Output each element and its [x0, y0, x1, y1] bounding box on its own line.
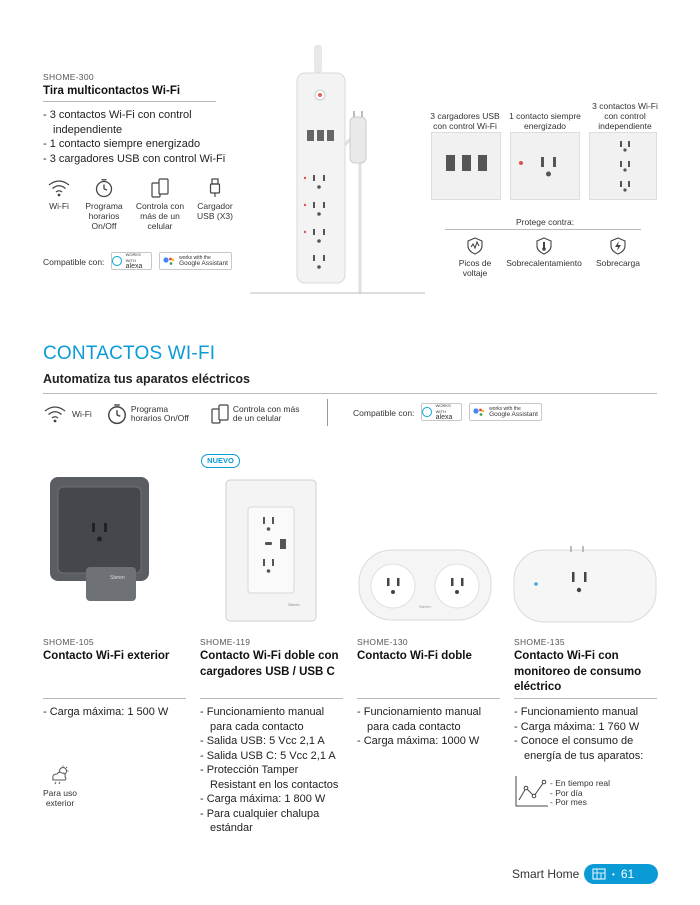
smart-home-icon — [592, 868, 606, 880]
list-item: - Carga máxima: 1 800 W — [200, 793, 326, 805]
protection-overload — [590, 237, 646, 268]
protection-label: Picos de voltaje — [458, 258, 492, 278]
outlet-closeup-image — [510, 132, 580, 200]
badge-text: Google Assistant — [489, 411, 538, 418]
divider — [514, 698, 657, 699]
product-title: Contacto Wi-Fi doble — [357, 650, 472, 662]
google-assistant-icon — [163, 256, 175, 266]
google-assistant-badge — [469, 403, 542, 421]
feature-list — [357, 705, 502, 749]
protection-voltage — [448, 237, 502, 278]
list-item: - Carga máxima: 1 760 W — [514, 720, 640, 733]
usb-closeup-image — [431, 132, 501, 200]
divider — [43, 698, 186, 699]
feature-list — [43, 108, 243, 166]
protection-heat — [502, 237, 586, 268]
protect-title: Protege contra: — [515, 217, 575, 227]
monitor-options — [550, 779, 610, 808]
list-item: - Para cualquier chalupa estándar — [200, 807, 320, 834]
outdoor-use — [36, 765, 84, 808]
feature-label: Programa horarios On/Off — [85, 201, 123, 231]
svg-text:Steren: Steren — [110, 575, 125, 581]
callout-always-on: 1 contacto siempre energizado — [509, 111, 581, 131]
list-item: - Conoce el consumo de energía de tus aparatos: — [514, 735, 644, 762]
product-title: Tira multicontactos Wi-Fi — [43, 85, 181, 97]
feature-label: Wi-Fi — [49, 201, 69, 211]
protection-label: Sobrecalentamiento — [506, 258, 582, 268]
thermometer-icon — [535, 237, 553, 255]
overload-icon — [609, 237, 627, 255]
product-code: SHOME-105 — [43, 637, 94, 647]
svg-text:Steren: Steren — [288, 602, 300, 607]
section-title: CONTACTOS WI-FI — [43, 343, 216, 364]
feature-label: Controla con más de un celular — [232, 403, 300, 423]
timer-icon — [106, 403, 128, 425]
monitor-option: - Por día — [550, 787, 583, 798]
usb-icon — [208, 178, 222, 198]
energy-monitor-plug-image — [512, 544, 658, 624]
divider — [445, 229, 641, 230]
page-number-badge — [584, 864, 658, 884]
product-title: Contacto Wi-Fi doble con cargadores USB / USB C — [200, 650, 339, 678]
wifi-icon — [43, 404, 67, 424]
outdoor-label: Para uso exterior — [42, 788, 78, 808]
list-item: - Funcionamiento manual — [514, 706, 639, 718]
page-number: 61 — [620, 867, 635, 881]
list-item: - 3 cargadores USB con control Wi-Fi — [43, 152, 226, 165]
feature-label: Programa horarios On/Off — [130, 403, 189, 423]
feature-usb — [194, 178, 236, 221]
list-item: - 3 contactos Wi-Fi con control independiente — [43, 109, 192, 136]
list-item: - Funcionamiento manual para cada contacto — [200, 706, 325, 733]
timer-icon — [94, 178, 114, 198]
product-title: Contacto Wi-Fi con monitoreo de consumo eléctrico — [514, 650, 642, 693]
list-item: - Salida USB C: 5 Vcc 2,1 A — [200, 749, 336, 762]
feature-list — [514, 705, 654, 763]
section-subtitle: Automatiza tus aparatos eléctricos — [43, 372, 251, 386]
badge-small-text: works with the — [179, 254, 211, 261]
compatible-label: Compatible con: — [353, 408, 415, 418]
footer-label: Smart Home — [512, 867, 580, 881]
feature-timer — [83, 178, 125, 231]
feature-label: Cargador USB (X3) — [197, 201, 233, 221]
badge-text: Google Assistant — [179, 260, 228, 267]
product-code: SHOME-130 — [357, 637, 408, 647]
feature-label: Wi-Fi — [72, 409, 92, 419]
wall-outlet-usb-image — [225, 479, 317, 622]
divider — [43, 393, 657, 394]
compatible-label: Compatible con: — [43, 257, 105, 267]
feature-phones — [134, 178, 186, 231]
separator-dot: • — [612, 869, 615, 879]
list-item: - Protección Tamper Resistant en los contactos — [200, 764, 339, 791]
divider — [357, 698, 500, 699]
product-title: Contacto Wi-Fi exterior — [43, 650, 170, 662]
voltage-spike-icon — [466, 237, 484, 255]
divider — [327, 399, 328, 426]
monitor-option: - Por mes — [550, 797, 587, 807]
alexa-icon — [422, 407, 432, 417]
monitor-option: - En tiempo real — [550, 778, 610, 788]
feature-wifi — [40, 178, 78, 211]
wifi-outlets-closeup-image — [589, 132, 657, 200]
badge-small-text: WORKS WITH — [435, 403, 451, 414]
alexa-badge — [421, 403, 462, 421]
list-item: - 1 contacto siempre energizado — [43, 138, 201, 150]
divider — [43, 101, 216, 102]
double-plug-image — [357, 546, 493, 621]
wifi-icon — [47, 178, 71, 198]
power-strip-image — [250, 45, 425, 295]
alexa-icon — [112, 256, 122, 266]
section-features — [43, 400, 343, 428]
weather-icon — [49, 765, 71, 785]
feature-label: Controla con más de un celular — [135, 201, 185, 231]
list-item: - Funcionamiento manual para cada contacto — [357, 706, 482, 733]
phones-icon — [149, 178, 171, 198]
list-item: - Carga máxima: 1 500 W — [43, 706, 169, 718]
product-code: SHOME-119 — [200, 637, 251, 647]
list-item: - Salida USB: 5 Vcc 2,1 A — [200, 735, 325, 747]
badge-text: alexa — [435, 414, 453, 421]
product-code: SHOME-135 — [514, 637, 565, 647]
google-assistant-badge — [159, 252, 232, 270]
badge-small-text: works with the — [489, 405, 521, 412]
feature-list — [200, 705, 345, 836]
google-assistant-icon — [473, 407, 485, 417]
callout-wifi-outlets: 3 contactos Wi-Fi con control independiente — [592, 101, 658, 131]
callout-usb: 3 cargadores USB con control Wi-Fi — [430, 111, 500, 131]
feature-list — [43, 705, 188, 720]
phones-icon — [209, 404, 231, 424]
divider — [200, 698, 343, 699]
alexa-badge — [111, 252, 152, 270]
list-item: - Carga máxima: 1000 W — [357, 735, 480, 747]
svg-text:Steren: Steren — [419, 604, 431, 609]
new-badge: NUEVO — [201, 454, 240, 468]
protection-label: Sobrecarga — [596, 258, 640, 268]
badge-text: alexa — [125, 263, 143, 270]
consumption-chart-icon — [514, 776, 550, 808]
outdoor-outlet-image — [48, 475, 151, 605]
badge-small-text: WORKS WITH — [125, 252, 141, 263]
product-code: SHOME-300 — [43, 72, 94, 82]
